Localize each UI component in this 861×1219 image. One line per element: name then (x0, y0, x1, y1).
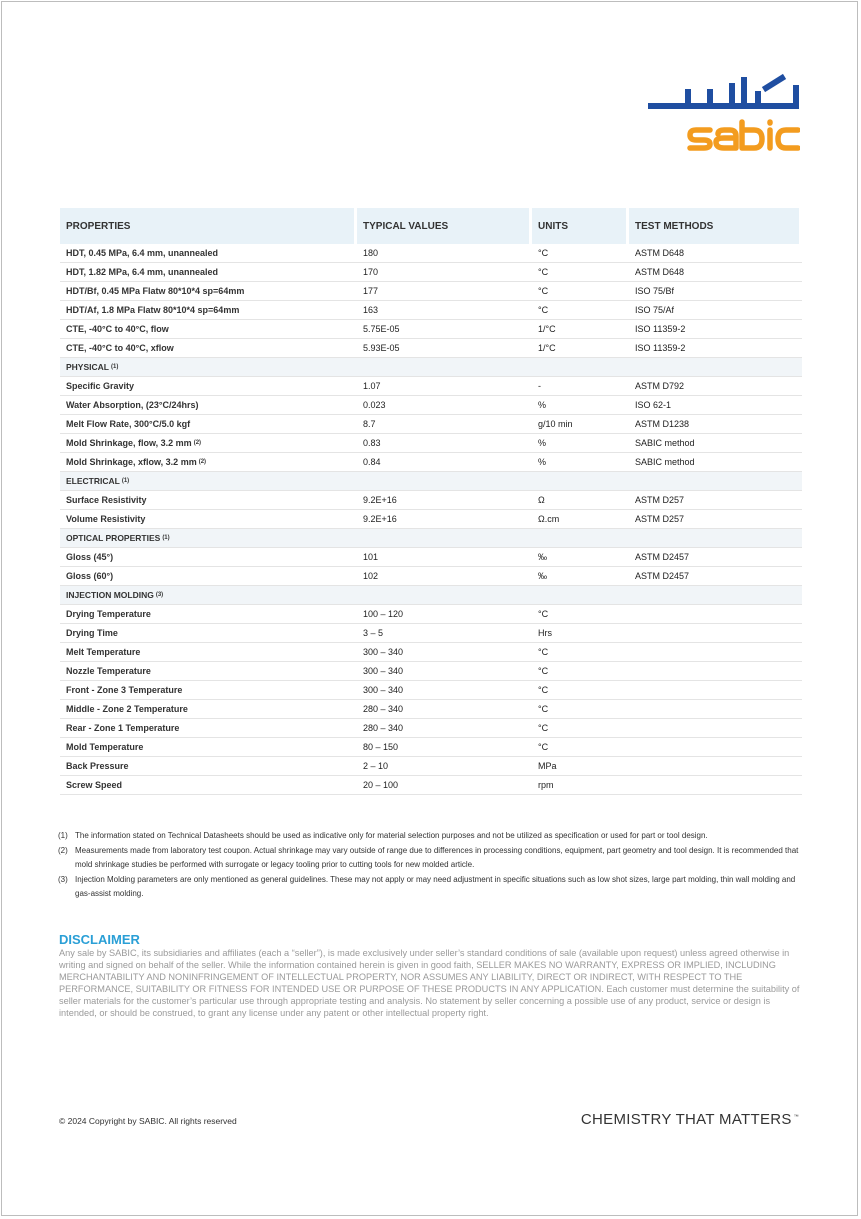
property-cell-text: Nozzle Temperature (66, 666, 151, 676)
property-cell (60, 643, 354, 661)
unit-cell (532, 776, 626, 794)
properties-table (60, 208, 802, 795)
property-cell (60, 624, 354, 642)
value-cell (357, 757, 529, 775)
property-cell-text: Water Absorption, (23°C/24hrs) (66, 400, 199, 410)
value-cell-text: 5.93E-05 (363, 343, 400, 353)
unit-cell-text: % (538, 400, 547, 410)
value-cell (357, 643, 529, 661)
property-cell (60, 548, 354, 566)
property-cell-text: Drying Temperature (66, 609, 151, 619)
value-cell (357, 320, 529, 338)
property-cell (60, 453, 354, 471)
value-cell-text: 1.07 (363, 381, 381, 391)
method-cell (629, 757, 799, 775)
unit-cell-text: 1/°C (538, 324, 556, 334)
table-row (60, 757, 802, 776)
unit-cell (532, 396, 626, 414)
value-cell (357, 491, 529, 509)
unit-cell-text: rpm (538, 780, 554, 790)
unit-cell (532, 700, 626, 718)
footnote-number: (1) (58, 831, 68, 840)
unit-cell (532, 244, 626, 262)
property-cell (60, 567, 354, 585)
method-cell (629, 396, 799, 414)
footnote-3 (58, 873, 802, 902)
unit-cell (532, 434, 626, 452)
method-cell-text: ISO 75/Bf (635, 286, 675, 296)
method-cell-text: SABIC method (635, 438, 695, 448)
property-cell (60, 662, 354, 680)
property-cell (60, 510, 354, 528)
method-cell (629, 624, 799, 642)
property-cell-text: HDT/Af, 1.8 MPa Flatw 80*10*4 sp=64mm (66, 305, 240, 315)
unit-cell (532, 377, 626, 395)
property-cell-text: Gloss (45°) (66, 552, 114, 562)
unit-cell-text: Ω.cm (538, 514, 560, 524)
unit-cell (532, 453, 626, 471)
value-cell-text: 280 – 340 (363, 723, 404, 733)
value-cell-text: 170 (363, 267, 379, 277)
table-row (60, 548, 802, 567)
method-cell-text: ASTM D257 (635, 514, 685, 524)
method-cell (629, 415, 799, 433)
section-footnote-ref: (1) (162, 535, 170, 541)
table-row (60, 738, 802, 757)
table-row (60, 282, 802, 301)
value-cell-text: 0.023 (363, 400, 386, 410)
section-footnote-ref: (3) (155, 592, 164, 598)
table-row (60, 415, 802, 434)
property-cell (60, 757, 354, 775)
property-cell (60, 681, 354, 699)
table-row (60, 263, 802, 282)
section-title: INJECTION MOLDING (66, 590, 154, 600)
table-row (60, 491, 802, 510)
method-cell (629, 643, 799, 661)
method-cell (629, 244, 799, 262)
section-title: OPTICAL PROPERTIES (66, 533, 161, 543)
property-cell (60, 282, 354, 300)
unit-cell (532, 738, 626, 756)
value-cell-text: 20 – 100 (363, 780, 399, 790)
section-footnote-ref: (1) (110, 364, 119, 370)
section-heading (60, 586, 802, 605)
property-cell (60, 776, 354, 794)
table-body (60, 244, 802, 795)
table-row (60, 453, 802, 472)
method-cell-text: ASTM D2457 (635, 571, 690, 581)
value-cell-text: 9.2E+16 (363, 514, 397, 524)
section-title: PHYSICAL (66, 362, 109, 372)
method-cell-text: ASTM D648 (635, 267, 685, 277)
value-cell (357, 700, 529, 718)
property-cell-text: Middle - Zone 2 Temperature (66, 704, 188, 714)
property-cell (60, 700, 354, 718)
value-cell-text: 2 – 10 (363, 761, 389, 771)
header-test-methods: TEST METHODS (629, 208, 799, 244)
table-row (60, 434, 802, 453)
unit-cell-text: Hrs (538, 628, 552, 638)
unit-cell-text: °C (538, 267, 549, 277)
value-cell (357, 624, 529, 642)
unit-cell-text: ‰ (538, 552, 547, 562)
header-properties: PROPERTIES (60, 208, 354, 244)
unit-cell (532, 491, 626, 509)
footnotes (58, 829, 802, 902)
unit-cell-text: °C (538, 305, 549, 315)
unit-cell-text: °C (538, 666, 549, 676)
unit-cell (532, 567, 626, 585)
footnote-text: Injection Molding parameters are only mentioned as general guidelines. These may not apply or may need adjustment in specific situations such as low shot sizes, large part molding, thin wall molding and gas-assist molding. (75, 874, 796, 898)
footnote-text: The information stated on Technical Datasheets should be used as indicative only for material selection purposes and not be utilized as specification or used for part or tool design. (75, 831, 708, 840)
value-cell (357, 548, 529, 566)
table-row (60, 244, 802, 263)
property-cell (60, 339, 354, 357)
property-cell-text: Screw Speed (66, 780, 123, 790)
value-cell-text: 280 – 340 (363, 704, 404, 714)
property-cell-text: Drying Time (66, 628, 118, 638)
value-cell-text: 180 (363, 248, 379, 258)
property-cell-text: HDT, 1.82 MPa, 6.4 mm, unannealed (66, 267, 219, 277)
unit-cell-text: °C (538, 647, 549, 657)
value-cell (357, 605, 529, 623)
value-cell-text: 300 – 340 (363, 666, 404, 676)
unit-cell-text: MPa (538, 761, 557, 771)
unit-cell (532, 548, 626, 566)
sabic-wordmark (690, 122, 798, 148)
property-cell (60, 396, 354, 414)
property-cell-text: HDT, 0.45 MPa, 6.4 mm, unannealed (66, 248, 219, 258)
property-cell (60, 320, 354, 338)
property-cell (60, 738, 354, 756)
value-cell-text: 300 – 340 (363, 685, 404, 695)
value-cell (357, 776, 529, 794)
value-cell (357, 244, 529, 262)
value-cell (357, 681, 529, 699)
unit-cell (532, 605, 626, 623)
footnote-ref: (2) (193, 440, 202, 446)
method-cell (629, 282, 799, 300)
table-row (60, 567, 802, 586)
unit-cell-text: Ω (538, 495, 545, 505)
header-units: UNITS (532, 208, 626, 244)
unit-cell-text: % (538, 457, 547, 467)
value-cell (357, 510, 529, 528)
method-cell-text: ISO 62-1 (635, 400, 672, 410)
method-cell-text: ISO 11359-2 (635, 343, 686, 353)
table-row (60, 719, 802, 738)
value-cell-text: 3 – 5 (363, 628, 384, 638)
method-cell-text: ASTM D792 (635, 381, 685, 391)
method-cell (629, 301, 799, 319)
value-cell-text: 0.84 (363, 457, 381, 467)
disclaimer-text: Any sale by SABIC, its subsidiaries and affiliates (each a “seller”), is made exclusively under seller’s standard conditions of sale (available upon request) unless agreed otherwise in writing and signed on behalf of the seller. While the information contained herein is given in good faith, SELLER MAKES NO WARRANTY, EXPRESS OR IMPLIED, INCLUDING MERCHANTABILITY AND NONINFRINGEMENT OF INTELLECTUAL PROPERTY, NOR ASSUMES ANY LIABILITY, DIRECT OR INDIRECT, WITH RESPECT TO THE PERFORMANCE, SUITABILITY OR FITNESS FOR INTENDED USE OR PURPOSE OF THESE PRODUCTS IN ANY APPLICATION. Each customer must determine the suitability of seller materials for the customer’s particular use through appropriate testing and analysis. No statement by seller concerning a possible use of any product, service or design is intended, or should be construed, to grant any license under any patent or other intellectual property right. (59, 948, 800, 1018)
property-cell-text: Rear - Zone 1 Temperature (66, 723, 180, 733)
table-row (60, 681, 802, 700)
table-row (60, 301, 802, 320)
unit-cell (532, 263, 626, 281)
property-cell-text: HDT/Bf, 0.45 MPa Flatw 80*10*4 sp=64mm (66, 286, 245, 296)
property-cell-text: Volume Resistivity (66, 514, 146, 524)
section-title: ELECTRICAL (66, 476, 120, 486)
footnote-number: (2) (58, 845, 68, 855)
property-cell-text: Melt Flow Rate, 300°C/5.0 kgf (66, 419, 191, 429)
unit-cell (532, 624, 626, 642)
property-cell (60, 719, 354, 737)
method-cell-text: ASTM D257 (635, 495, 685, 505)
method-cell (629, 453, 799, 471)
value-cell (357, 282, 529, 300)
unit-cell-text: °C (538, 248, 549, 258)
value-cell (357, 738, 529, 756)
method-cell (629, 548, 799, 566)
property-cell-text: Specific Gravity (66, 381, 135, 391)
property-cell-text: Surface Resistivity (66, 495, 147, 505)
method-cell (629, 320, 799, 338)
method-cell (629, 567, 799, 585)
property-cell (60, 244, 354, 262)
table-row (60, 643, 802, 662)
footnote-ref: (2) (198, 459, 207, 465)
method-cell-text: ISO 75/Af (635, 305, 675, 315)
method-cell (629, 377, 799, 395)
value-cell (357, 339, 529, 357)
table-row (60, 776, 802, 795)
method-cell (629, 263, 799, 281)
footnote-number: (3) (58, 874, 68, 884)
value-cell-text: 9.2E+16 (363, 495, 397, 505)
table-row (60, 320, 802, 339)
tagline (581, 1111, 799, 1128)
unit-cell (532, 719, 626, 737)
value-cell (357, 662, 529, 680)
table-row (60, 339, 802, 358)
method-cell-text: ASTM D648 (635, 248, 685, 258)
property-cell-text: Gloss (60°) (66, 571, 114, 581)
method-cell (629, 681, 799, 699)
table-row (60, 377, 802, 396)
value-cell-text: 8.7 (363, 419, 376, 429)
property-cell-text: Mold Shrinkage, flow, 3.2 mm (66, 438, 192, 448)
property-cell-text: Front - Zone 3 Temperature (66, 685, 183, 695)
method-cell (629, 339, 799, 357)
method-cell (629, 776, 799, 794)
table-row (60, 396, 802, 415)
property-cell (60, 605, 354, 623)
sabic-logo (648, 72, 800, 152)
value-cell-text: 177 (363, 286, 379, 296)
value-cell (357, 377, 529, 395)
unit-cell-text: °C (538, 704, 549, 714)
value-cell-text: 100 – 120 (363, 609, 404, 619)
value-cell-text: 300 – 340 (363, 647, 404, 657)
unit-cell (532, 757, 626, 775)
value-cell-text: 0.83 (363, 438, 381, 448)
header-typical-values: TYPICAL VALUES (357, 208, 529, 244)
unit-cell-text: °C (538, 286, 549, 296)
property-cell-text: Mold Shrinkage, xflow, 3.2 mm (66, 457, 197, 467)
table-row (60, 605, 802, 624)
value-cell (357, 263, 529, 281)
table-header (60, 208, 802, 244)
property-cell (60, 491, 354, 509)
value-cell-text: 101 (363, 552, 379, 562)
unit-cell-text: ‰ (538, 571, 547, 581)
unit-cell-text: % (538, 438, 547, 448)
value-cell-text: 80 – 150 (363, 742, 399, 752)
unit-cell (532, 510, 626, 528)
value-cell-text: 163 (363, 305, 379, 315)
method-cell (629, 510, 799, 528)
unit-cell-text: 1/°C (538, 343, 556, 353)
section-heading (60, 529, 802, 548)
property-cell-text: Melt Temperature (66, 647, 141, 657)
method-cell-text: ISO 11359-2 (635, 324, 686, 334)
unit-cell-text: °C (538, 742, 549, 752)
method-cell (629, 719, 799, 737)
property-cell (60, 377, 354, 395)
method-cell (629, 738, 799, 756)
unit-cell (532, 320, 626, 338)
sabic-arabic-mark (650, 78, 796, 106)
unit-cell (532, 301, 626, 319)
property-cell-text: CTE, -40°C to 40°C, xflow (66, 343, 174, 353)
method-cell (629, 700, 799, 718)
value-cell (357, 719, 529, 737)
unit-cell-text: g/10 min (538, 419, 573, 429)
property-cell (60, 301, 354, 319)
unit-cell (532, 681, 626, 699)
property-cell-text: Back Pressure (66, 761, 129, 771)
unit-cell-text: °C (538, 609, 549, 619)
value-cell (357, 396, 529, 414)
unit-cell (532, 643, 626, 661)
footnote-text: Measurements made from laboratory test coupon. Actual shrinkage may vary outside of range due to differences in processing conditions, equipment, part geometry and tool design. It is recommended that mold shrinkage studies be performed with surrogate or legacy tooling prior to cutting tools for new molded article. (75, 845, 799, 869)
tagline-text: CHEMISTRY THAT MATTERS (580, 1111, 792, 1128)
value-cell (357, 567, 529, 585)
unit-cell (532, 662, 626, 680)
table-row (60, 662, 802, 681)
value-cell (357, 301, 529, 319)
unit-cell-text: °C (538, 685, 549, 695)
method-cell-text: ASTM D2457 (635, 552, 690, 562)
footnote-2 (58, 844, 802, 873)
property-cell (60, 415, 354, 433)
value-cell (357, 453, 529, 471)
value-cell (357, 434, 529, 452)
value-cell-text: 5.75E-05 (363, 324, 400, 334)
property-cell (60, 263, 354, 281)
disclaimer-title: DISCLAIMER (59, 932, 140, 947)
unit-cell (532, 282, 626, 300)
value-cell (357, 415, 529, 433)
section-heading (60, 472, 802, 491)
method-cell (629, 491, 799, 509)
method-cell-text: ASTM D1238 (635, 419, 690, 429)
property-cell-text: CTE, -40°C to 40°C, flow (66, 324, 169, 334)
footnote-1 (58, 829, 802, 844)
unit-cell-text: °C (538, 723, 549, 733)
trademark-mark: ™ (793, 1114, 799, 1120)
section-footnote-ref: (1) (121, 478, 130, 484)
method-cell (629, 605, 799, 623)
method-cell (629, 434, 799, 452)
unit-cell (532, 339, 626, 357)
section-heading (60, 358, 802, 377)
property-cell-text: Mold Temperature (66, 742, 144, 752)
unit-cell-text: - (538, 381, 541, 391)
method-cell-text: SABIC method (635, 457, 695, 467)
table-row (60, 624, 802, 643)
value-cell-text: 102 (363, 571, 379, 581)
table-row (60, 510, 802, 529)
table-row (60, 700, 802, 719)
unit-cell (532, 415, 626, 433)
copyright: © 2024 Copyright by SABIC. All rights reserved (59, 1116, 237, 1126)
property-cell (60, 434, 354, 452)
method-cell (629, 662, 799, 680)
